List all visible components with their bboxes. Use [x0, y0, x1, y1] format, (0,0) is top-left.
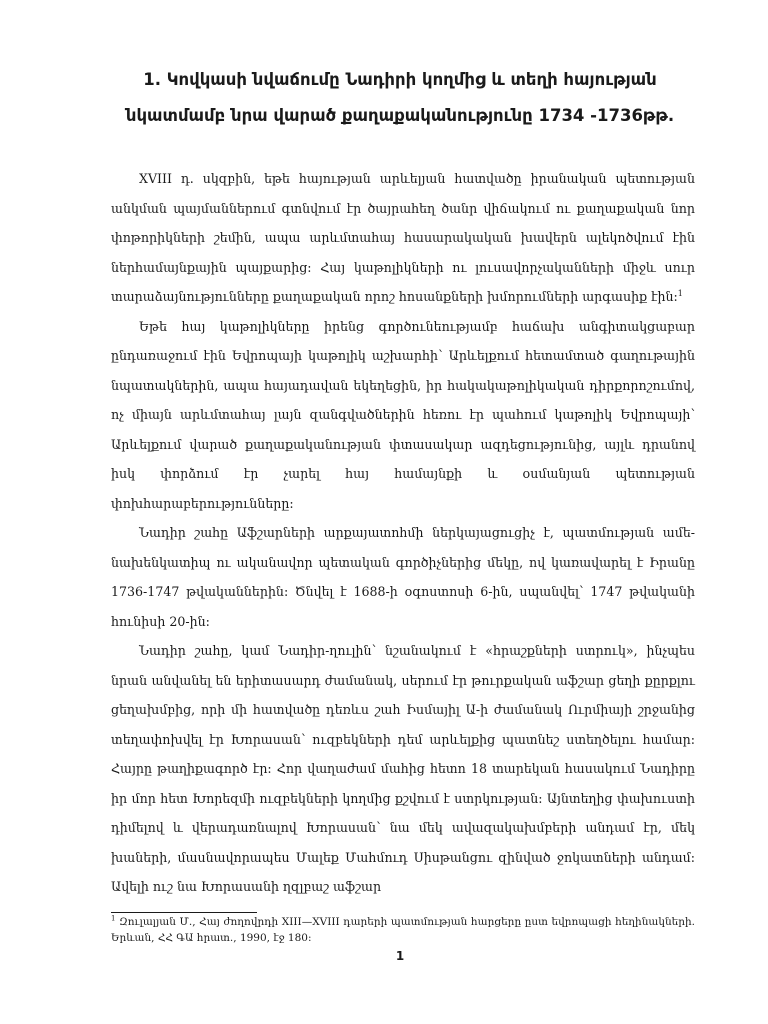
footnote-divider — [111, 912, 257, 913]
paragraph-1 — [111, 164, 695, 312]
footnote-text: Զուլալյան Մ., Հայ ժողովրդի XIII—XVIII դարերի պատմության հարցերը ըստ եվրոպացի հեղինակների. Երևան, ՀՀ ԳԱ հրատ., 1990, էջ 180: — [111, 916, 695, 944]
footnote-marker: 1 — [111, 914, 116, 923]
chapter-title-line-1: 1. Կովկասի նվաճումը Նադիրի կողմից և տեղի հայության — [143, 70, 657, 89]
chapter-title-line-2: նկատմամբ նրա վարած քաղաքականությունը 1734 -1736թթ. — [125, 106, 675, 125]
body-text — [111, 164, 695, 902]
footnote-reference[interactable]: 1 — [677, 288, 683, 298]
footnote — [111, 915, 695, 946]
page-number: 1 — [395, 949, 405, 963]
paragraph-1-text: XVIII դ. սկզբին, եթե հայության արևելյան հատվածը իրանական պետության անկման պայմաններում գտնվում էր ծայրահեղ ծանր վիճակում ու քաղաքական նոր փոթորիկների շեմին, ապա արևմտահայ հասարակական խավերն ալեկոծվում էին ներհամայնքային պայքարից: Հայ կաթոլիկների ու լուսավորչականների միջև սուր տարաձայնությունները քաղաքական որոշ հոսանքների խմորումների արգասիք էին: — [111, 171, 695, 304]
paragraph-3: Նադիր շահը Աֆշարների արքայատոհմի ներկայացուցիչ է, պատմության ամե-նախենկատիպ ու ականավոր պետական գործիչներից մեկը, ով կառավարել է Իրանը 1736-1747 թվականներին: Ծնվել է 1688-ի օգոստոսի 6-ին, սպանվել՝ 1747 թվականի հունիսի 20-ին: — [111, 525, 695, 629]
paragraph-2: Եթե հայ կաթոլիկները իրենց գործունեությամբ հաճախ անգիտակցաբար ընդառաջում էին Եվրոպայի կաթոլիկ աշխարհի՝ Արևելքում հետամտած գաղութային նպատակներին, ապա հայադավան եկեղեցին, իր հակակաթոլիկական դիրքորոշումով, ոչ միայն արևմտահայ լայն զանգվածներին հեռու էր պահում կաթոլիկ Եվրոպայի՝ Արևելքում վարած քաղաքականության փտասակար ազդեցությունից, այլև դրանով իսկ փորձում էր չարել հայ համայնքի և օսմանյան պետության փոխհարաբերությունները: — [111, 318, 695, 511]
paragraph-4: Նադիր շահը, կամ Նադիր-ղուլին՝ նշանակում է «հրաշքների ստրուկ», ինչպես նրան անվանել են երիտասարդ ժամանակ, սերում էր թուրքական աֆշար ցեղի քըրքլու ցեղախմբից, որի մի հատվածը դեռևս շահ Իսմայիլ Ա-ի ժամանակ Ուրմիայի շրջանից տեղափոխվել էր Խորասան՝ ուզբեկների դեմ արևելքից պատնեշ ստեղծելու համար: Հայրը թաղիքագործ էր: Հոր վաղաժամ մահից հետո 18 տարեկան հասակում Նադիրը իր մոր հետ Խորեզմի ուզբեկների կողմից քշվում է ստրկության: Այնտեղից փախուստի դիմելով և վերադառնալով Խորասան՝ նա մեկ ավազակախմբերի անդամ էր, մեկ խաների, մասնավորապես Մալեք Մահմուդ Սիսթանցու զինված ջոկատների անդամ: Ավելի ուշ նա Խորասանի ղզլբաշ աֆշար — [111, 643, 695, 894]
